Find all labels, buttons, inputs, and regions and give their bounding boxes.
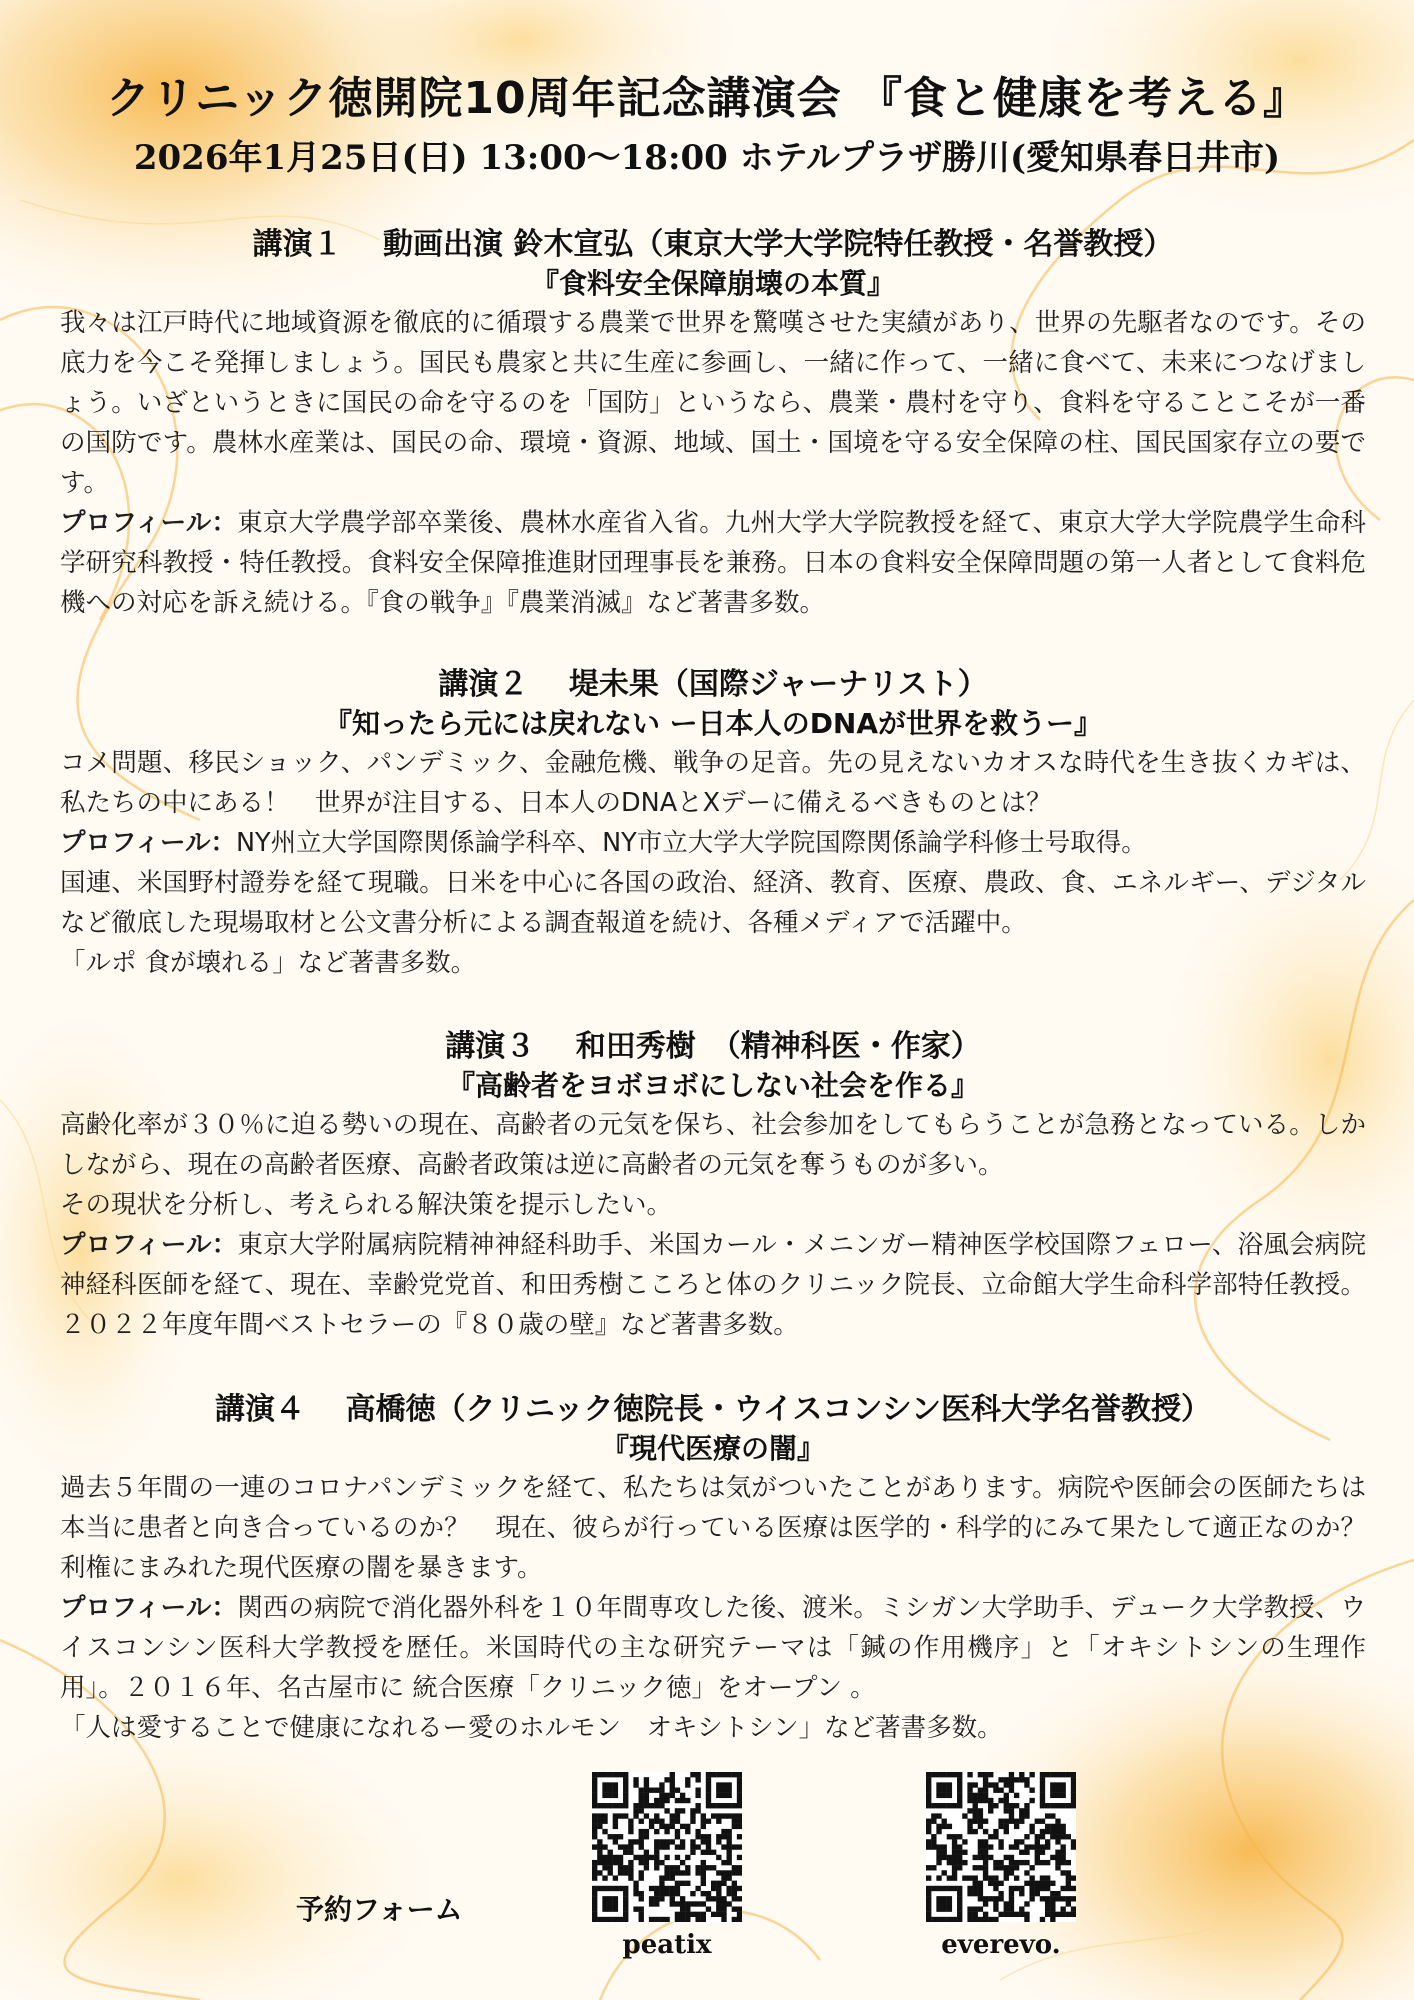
lecture-body bbox=[60, 1468, 1392, 1748]
lecture-heading: 講演４ 高橋徳（クリニック徳院長・ウイスコンシン医科大学名誉教授） bbox=[215, 1392, 1211, 1427]
lecture-profile bbox=[60, 1588, 1366, 1708]
profile-books: 「ルポ 食が壊れる」など著書多数。 bbox=[60, 948, 477, 978]
lecture-profile bbox=[60, 503, 1366, 623]
profile-label: プロフィール： bbox=[60, 1230, 238, 1260]
lecture-theme: 『食料安全保障崩壊の本質』 bbox=[530, 267, 895, 300]
lecture-description: コメ問題、移民ショック、パンデミック、金融危機、戦争の足音。先の見えないカオスな時代を生き抜くカギは、私たちの中にある！ 世界が注目する、日本人のDNAとXデーに備えるべきものとは？ bbox=[60, 748, 1366, 818]
lecture-4 bbox=[60, 1390, 1392, 1748]
profile-text: 関西の病院で消化器外科を１０年間専攻した後、渡米。ミシガン大学助手、デューク大学教授、ウイスコンシン医科大学教授を歴任。米国時代の主な研究テーマは「鍼の作用機序」と「オキシトシンの生理作用」。２０１６年、名古屋市に 統合医療「クリニック徳」をオープン 。 bbox=[60, 1593, 1366, 1703]
profile-label: プロフィール： bbox=[60, 828, 236, 858]
lecture-heading: 講演２ 堤未果（国際ジャーナリスト） bbox=[438, 667, 988, 702]
lecture-body bbox=[60, 303, 1366, 623]
lecture-body bbox=[60, 743, 1366, 983]
profile-books: 「人は愛することで健康になれるー愛のホルモン オキシトシン」など著書多数。 bbox=[60, 1713, 1003, 1743]
qr-label-everevo: everevo. bbox=[941, 1930, 1061, 1960]
profile-text: 東京大学農学部卒業後、農林水産省入省。九州大学大学院教授を経て、東京大学大学院農学生命科学研究科教授・特任教授。食料安全保障推進財団理事長を兼務。日本の食料安全保障問題の第一人者として食料危機への対応を訴え続ける。『食の戦争』『農業消滅』など著書多数。 bbox=[60, 508, 1366, 618]
qr-pattern bbox=[926, 1772, 1076, 1922]
lecture-description-continued: その現状を分析し、考えられる解決策を提示したい。 bbox=[60, 1190, 673, 1220]
lecture-2 bbox=[60, 665, 1366, 983]
lecture-heading: 講演１ 動画出演 鈴木宣弘（東京大学大学院特任教授・名誉教授） bbox=[252, 227, 1174, 262]
event-date-venue: 2026年1月25日(日) 13:00〜18:00 ホテルプラザ勝川(愛知県春日井市) bbox=[133, 138, 1281, 178]
lecture-1 bbox=[60, 225, 1366, 623]
profile-text-continued: 国連、米国野村證券を経て現職。日米を中心に各国の政治、経済、教育、医療、農政、食、エネルギー、デジタルなど徹底した現場取材と公文書分析による調査報道を続け、各種メディアで活躍中。 bbox=[60, 868, 1367, 938]
lecture-description: 高齢化率が３０％に迫る勢いの現在、高齢者の元気を保ち、社会参加をしてもらうことが急務となっている。しかしながら、現在の高齢者医療、高齢者政策は逆に高齢者の元気を奪うものが多い。 bbox=[60, 1110, 1366, 1180]
lecture-3 bbox=[60, 1027, 1366, 1345]
lecture-description: 我々は江戸時代に地域資源を徹底的に循環する農業で世界を驚嘆させた実績があり、世界の先駆者なのです。その底力を今こそ発揮しましょう。国民も農家と共に生産に参画し、一緒に作って、一緒に食べて、未来につなげましょう。いざというときに国民の命を守るのを「国防」というなら、農業・農村を守り、食料を守ることこそが一番の国防です。農林水産業は、国民の命、環境・資源、地域、国土・国境を守る安全保障の柱、国民国家存立の要です。 bbox=[60, 308, 1366, 498]
lecture-theme: 『知ったら元には戻れない ー日本人のDNAが世界を救うー』 bbox=[323, 707, 1103, 740]
qr-code-icon[interactable] bbox=[592, 1772, 742, 1922]
profile-label: プロフィール： bbox=[60, 508, 238, 538]
lecture-description: 過去５年間の一連のコロナパンデミックを経て、私たちは気がついたことがあります。病院や医師会の医師たちは本当に患者と向き合っているのか？ 現在、彼らが行っている医療は医学的・科学的にみて果たして適正なのか？ 利権にまみれた現代医療の闇を暴きます。 bbox=[60, 1473, 1392, 1583]
qr-label-peatix: peatix bbox=[622, 1930, 712, 1960]
profile-label: プロフィール： bbox=[60, 1593, 238, 1623]
lecture-heading: 講演３ 和田秀樹 （精神科医・作家） bbox=[445, 1029, 981, 1064]
profile-text: NY州立大学国際関係論学科卒、NY市立大学大学院国際関係論学科修士号取得。 bbox=[235, 828, 1147, 858]
qr-pattern bbox=[592, 1772, 742, 1922]
lecture-theme: 『高齢者をヨボヨボにしない社会を作る』 bbox=[446, 1069, 979, 1102]
lecture-profile bbox=[60, 823, 1366, 863]
reservation-form-label: 予約フォーム bbox=[296, 1893, 463, 1926]
lecture-profile bbox=[60, 1225, 1366, 1345]
profile-text: 東京大学附属病院精神神経科助手、米国カール・メニンガー精神医学校国際フェロー、浴風会病院神経科医師を経て、現在、幸齢党党首、和田秀樹こころと体のクリニック院長、立命館大学生命科学部特任教授。２０２２年度年間ベストセラーの『８０歳の壁』など著書多数。 bbox=[60, 1230, 1366, 1340]
qr-code-icon[interactable] bbox=[926, 1772, 1076, 1922]
lecture-theme: 『現代医療の闇』 bbox=[600, 1432, 825, 1465]
lecture-body bbox=[60, 1105, 1366, 1345]
page-title: クリニック徳開院10周年記念講演会 『食と健康を考える』 bbox=[106, 73, 1308, 124]
